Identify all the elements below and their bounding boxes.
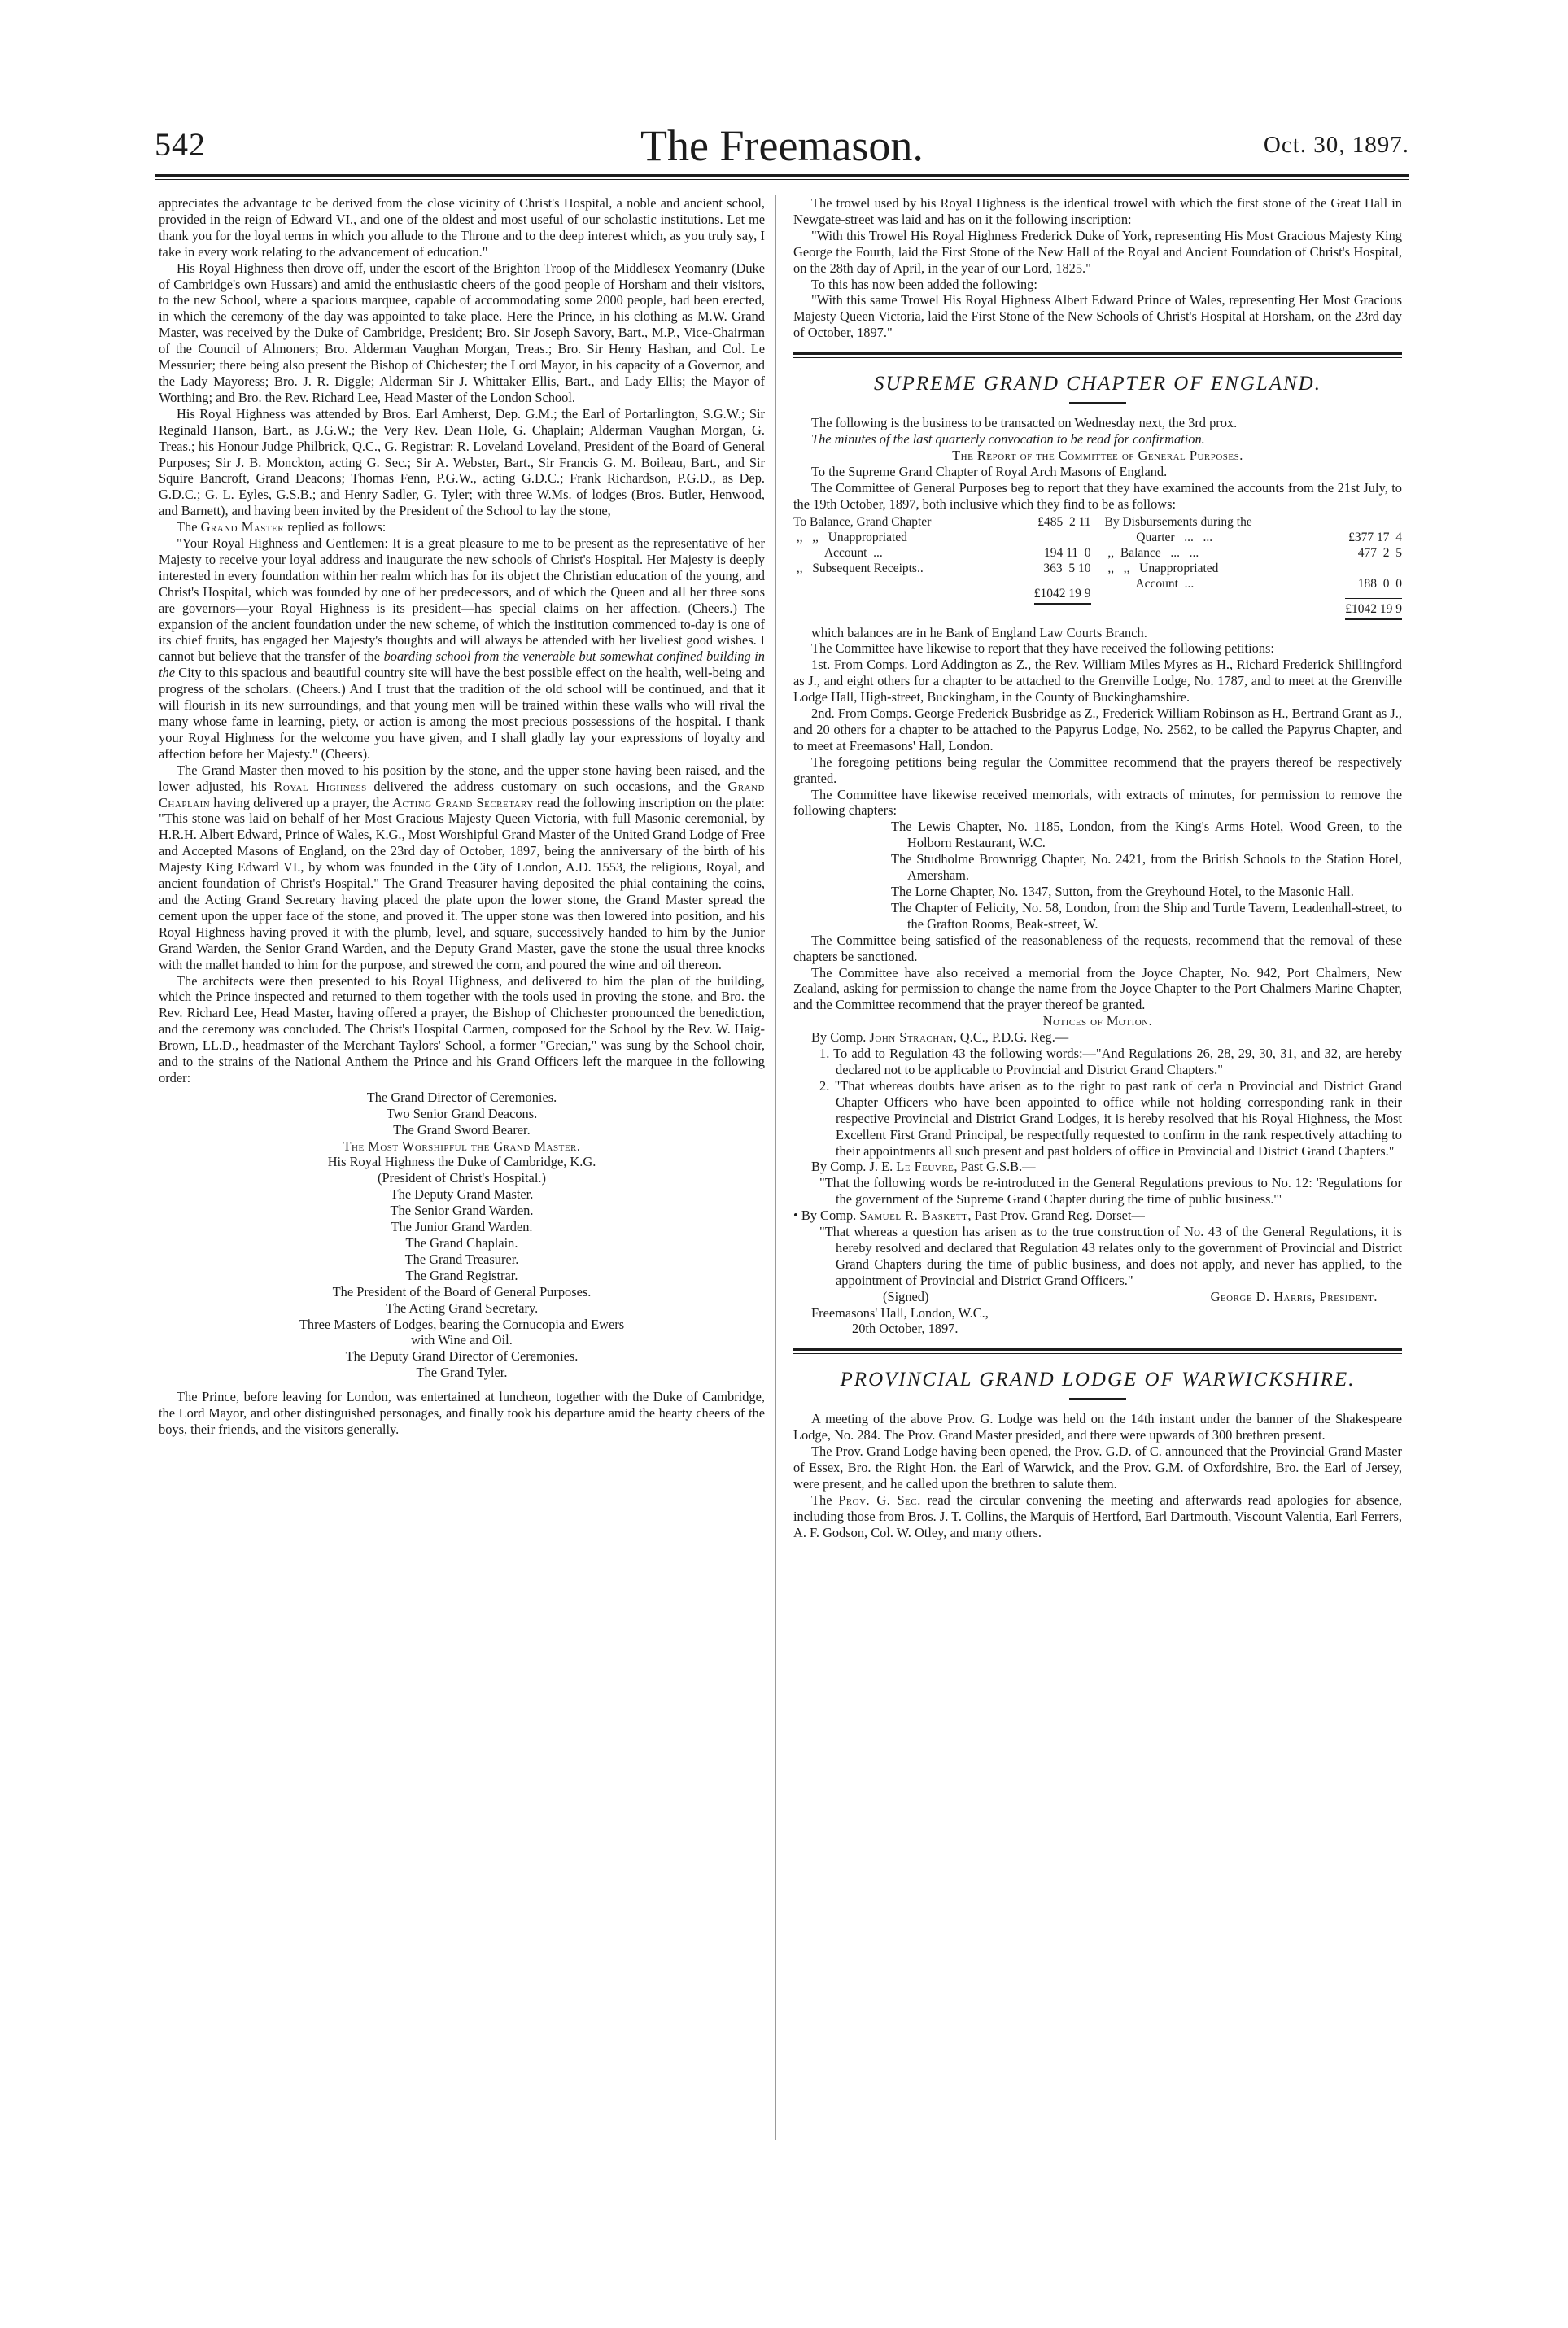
accounts-label: ,, ,, Unappropriated [1104,561,1219,575]
motion-text: 2. "That whereas doubts have arisen as to the right to past rank of cer'a n Provincial and District Grand Chapter Officers who have been appointed to office while not holding corresponding rank in their respective Provincial and District Grand Lodges, it is hereby resolved that his Royal Highness, the Most Excellent First Grand Principal, be respectfully requested to confirm in the rank respectively attaching to their appointments all such present and past holders of office in Provincial and District Grand Chapters." [819,1077,1402,1159]
accounts-disbursements [1098,514,1403,620]
address-line: Freemasons' Hall, London, W.C., [811,1304,989,1321]
article-paragraph: The Committee being satisfied of the reasonableness of the requests, recommend that the removal of these chapters be sanctioned. [793,932,1402,964]
section-heading-block [793,1348,1402,1400]
accounts-receipts [793,514,1098,620]
procession-item: The Grand Registrar. [405,1267,518,1283]
small-caps-run: Samuel R. Baskett [859,1208,968,1224]
article-paragraph [793,1492,1402,1541]
procession-item: The Acting Grand Secretary. [385,1299,539,1316]
section-heading: SUPREME GRAND CHAPTER OF ENGLAND. [874,373,1321,395]
article-paragraph [159,519,765,535]
text-run: , Past G.S.B.— [954,1159,1036,1175]
newspaper-title: The Freemason. [640,121,924,170]
accounts-row [793,561,1091,576]
accounts-row [1105,545,1403,561]
accounts-row [1105,561,1403,576]
heading-rule-thin [793,1353,1402,1354]
signatory-name: George D. Harris, President. [1210,1288,1378,1304]
chapter-item: The Lorne Chapter, No. 1347, Sutton, from the Greyhound Hotel, to the Masonic Hall. [891,884,1354,899]
motion-text: 1. To add to Regulation 43 the following words:—"And Regulations 26, 28, 29, 30, 31, and 32, are hereby declared not to be applicable to Provincial and District Grand Chapters." [819,1046,1402,1077]
accounts-amount: £485 2 11 [1037,514,1091,529]
motion-text: "That the following words be re-introduced in the General Regulations previous to No. 12: 'Regulations for the government of the Supreme Grand Chapter during the time of public business.'" [819,1175,1402,1208]
article-paragraph: The Committee have likewise to report that they have received the following petitions: [811,640,1274,657]
text-run: By Comp. J. E. [811,1159,897,1175]
accounts-label: ,, Balance ... ... [1104,545,1199,560]
accounts-label: Account ... [793,545,883,560]
accounts-label: Account ... [1104,576,1195,591]
motion-mover [793,1159,1402,1175]
text-run: having delivered up a prayer, the [210,794,393,810]
article-paragraph: His Royal Highness then drove off, under the escort of the Brighton Troop of the Middlesex Yeomanry (Duke of Cambridge's own Hussars) and amid the enthusiastic cheers of the good people of Horsham and their visitors, to the new School, where a spacious marquee, capable of accommodating some 2000 people, had been erected, in which the ceremony of the day was appointed to take place. Here the Prince, in his clothing as M.W. Grand Master, was received by the Duke of Cambridge, President; Bro. Sir Joseph Savory, Bart., M.P., Vice-Chairman of the Council of Almoners; Bro. Alderman Vaughan Morgan, Treas.; Bro. Sir Henry Hashan, and Col. Le Messurier; there being also present the Bishop of Chichester; the Lord Mayor, in his capacity of a Governor, and the Lady Mayoress; Bro. J. R. Diggle; Alderman Sir J. Whittaker Ellis, Bart., and Lady Ellis; the Mayor of Worthing; and Bro. the Rev. Richard Lee, Head Master of the London School. [159,260,765,405]
article-paragraph: The Committee have also received a memorial from the Joyce Chapter, No. 942, Port Chalmers, New Zealand, asking for permission to change the name from the Joyce Chapter to the Port Chalmers Marine Chapter, and the Committee recommend that the prayer thereof be granted. [793,964,1402,1013]
heading-underline [1069,402,1126,404]
inscription-quote: "With this same Trowel His Royal Highness Albert Edward Prince of Wales, representing Her Most Gracious Majesty Queen Victoria, laid the First Stone of the New Schools of Christ's Hospital at Horsham, on the 23rd day of October, 1897." [793,292,1402,341]
issue-date: Oct. 30, 1897. [1263,132,1409,158]
article-paragraph: The architects were then presented to his Royal Highness, and delivered to him the plan of the building, which the Prince inspected and returned to them together with the tools used in proving the stone, and Bro. the Rev. Richard Lee, Head Master, having offered a prayer, the Bishop of Chichester pronounced the benediction, and the ceremony was concluded. The Christ's Hospital Carmen, composed for the School by the Rev. W. Haig-Brown, LL.D., headmaster of the Merchant Taylors' School, a former "Grecian," was sung by the School choir, and to the strains of the National Anthem the Prince and his Grand Officers left the marquee in the following order: [159,972,765,1085]
procession-item: The Junior Grand Warden. [391,1219,533,1235]
small-caps-run: Grand Chaplain [159,778,765,810]
text-run: , Past Prov. Grand Reg. Dorset— [967,1208,1145,1224]
accounts-label: By Disbursements during the [1104,514,1252,529]
heading-rule-thin [793,357,1402,358]
procession-item: The Grand Tyler. [416,1365,508,1381]
procession-item: The Deputy Grand Director of Ceremonies. [345,1348,579,1365]
procession-item: Three Masters of Lodges, bearing the Cornucopia and Ewers [299,1316,625,1332]
masthead [155,120,1409,174]
right-column [793,195,1402,2148]
inscription-quote: "With this Trowel His Royal Highness Frederick Duke of York, representing His Most Gracious Majesty King George the Fourth, laid the First Stone of the New Hall of the Royal and Ancient Foundation of Christ's Hospital, on the 28th day of April, in the year of our Lord, 1825." [793,227,1402,276]
article-paragraph: 2nd. From Comps. George Frederick Busbridge as Z., Frederick William Robinson as H., Bertrand Grant as J., and 20 others for a chapter to be attached to the Papyrus Lodge, No. 2562, to be called the Papyrus Chapter, and to meet at Freemasons' Hall, London. [793,705,1402,753]
article-paragraph: The Committee have likewise received memorials, with extracts of minutes, for permission to remove the following chapters: [793,786,1402,819]
speech-paragraph [159,535,765,762]
signed-label: (Signed) [883,1288,929,1304]
article-paragraph: which balances are in he Bank of England Law Courts Branch. [811,624,1147,640]
procession-item: with Wine and Oil. [411,1332,513,1348]
text-run: read the following inscription on the plate: "This stone was laid on behalf of her Most Gracious Majesty Queen Victoria, with full Masonic ceremonial, by H.R.H. Albert Edward, Prince of Wales, K.G., Most Worshipful Grand Master of the United Grand Lodge of Free and Accepted Masons of England, on the 23rd day of October, 1897, being the anniversary of the birth of his Majesty King Edward VI., by whom was founded in the City of London, A.D. 1553, the religious, Royal, and ancient foundation of Christ's Hospital." The Grand Treasurer having deposited the phial containing the coins, and the Acting Grand Secretary having placed the plate upon the lower stone, the Grand Master spread the cement upon the upper face of the stone, and proved it. The upper stone was then lowered into position, and his Royal Highness having proved it with the plumb, level, and square, successively handed to him by the Junior Grand Warden, the Senior Grand Warden, and the Deputy Grand Master, gave the stone the usual three knocks with the mallet handed to him for the purpose, and strewed the corn, and poured the wine and oil thereon. [159,794,765,972]
accounts-row [1105,514,1403,530]
section-heading: PROVINCIAL GRAND LODGE OF WARWICKSHIRE. [840,1369,1356,1391]
small-caps-run: Acting Grand Secretary [392,794,534,810]
accounts-amount: 477 2 5 [1357,545,1402,560]
accounts-label: To Balance, Grand Chapter [793,514,932,529]
procession-item: The President of the Board of General Purposes. [332,1283,592,1299]
small-caps-run: Grand Master [200,519,285,535]
article-paragraph: appreciates the advantage tc be derived from the close vicinity of Christ's Hospital, a noble and ancient school, provided in the reign of Edward VI., and one of the oldest and most useful of our scholastic institutions. Let me thank you for the loyal terms in which you allude to the Throne and to the deep interest which, as you truly say, I take in every work relating to the advancement of education." [159,195,765,260]
accounts-label: ,, Subsequent Receipts.. [793,561,924,575]
accounts-row [1105,530,1403,545]
article-paragraph: The Committee of General Purposes beg to report that they have examined the accounts from the 21st July, to the 19th October, 1897, both inclusive which they find to be as follows: [793,479,1402,512]
procession-item: The Grand Director of Ceremonies. [366,1089,557,1105]
procession-list [159,1090,765,1381]
procession-item: (President of Christ's Hospital.) [378,1170,546,1186]
procession-item: The Grand Treasurer. [404,1251,519,1267]
heading-rule [793,352,1402,355]
report-heading: The Report of the Committee of General Purposes. [952,447,1243,463]
accounts-row [793,530,1091,545]
small-caps-run: Le Feuvre [896,1159,954,1175]
accounts-total-row [1105,598,1403,620]
article-paragraph: The Prince, before leaving for London, was entertained at luncheon, together with the Duke of Cambridge, the Lord Mayor, and other distinguished personages, and finally took his departure amid the hearty cheers of the boys, their friends, and the visitors generally. [159,1389,765,1437]
article-paragraph: To the Supreme Grand Chapter of Royal Arch Masons of England. [811,463,1168,479]
section-heading-block [793,352,1402,404]
accounts-row [1105,576,1403,592]
procession-item: The Most Worshipful the Grand Master. [343,1138,581,1154]
motion-text: "That whereas a question has arisen as to the true construction of No. 43 of the General Regulations, it is hereby resolved and declared that Regulation 43 relates only to the government of Provincial and District Grand Chapters during the time of public business, and does not apply, and never has applied, to the appointment of Provincial and District Grand Officers." [819,1224,1402,1288]
accounts-total: £1042 19 9 [1034,583,1091,605]
procession-item: The Deputy Grand Master. [390,1186,534,1203]
procession-item: The Senior Grand Warden. [390,1203,534,1219]
text-run: The Grand Master then moved to his position by the stone, and the upper stone having been raised, and the lower adjusted, his [159,762,765,794]
procession-item: His Royal Highness the Duke of Cambridge, K.G. [327,1154,596,1170]
article-paragraph: His Royal Highness was attended by Bros. Earl Amherst, Dep. G.M.; the Earl of Portarlington, S.G.W.; Sir Reginald Hanson, Bart., as J.G.W.; the Very Rev. Dean Hole, G. Chaplain; Alderman Vaughan Morgan, G. Treas.; his Honour Judge Philbrick, Q.C., G. Registrar: R. Loveland Loveland, President of the Board of General Purposes; Sir J. B. Monckton, acting G. Sec.; Sir A. Webster, Bart., Sir Francis G. M. Boileau, Bart., and Sir Squire Bancroft, Grand Deacons; Thomas Fenn, P.G.W., acting G.D.C.; Frank Richardson, P.G.D., as Dep. G.D.C.; G. L. Eyles, G.S.B.; and Henry Sadler, G. Tyler; with three W.Ms. of lodges (Bros. Butler, Henwood, and Barnett), and having been invited by the President of the School to lay the stone, [159,405,765,519]
text-run: By Comp. [811,1029,870,1046]
notices-heading: Notices of Motion. [1042,1013,1153,1029]
article-paragraph [159,762,765,973]
masthead-rule-thin [155,179,1409,180]
article-paragraph: The trowel used by his Royal Highness is the identical trowel with which the first stone of the Great Hall in Newgate-street was laid and has on it the following inscription: [793,195,1402,227]
text-run: The [811,1492,839,1508]
italic-run: boarding school from the venerable but somewhat confined building in the [159,649,765,681]
small-caps-run: Prov. G. Sec. [838,1492,921,1508]
heading-underline [1069,1398,1126,1400]
address-date: 20th October, 1897. [852,1321,959,1337]
text-run: "Your Royal Highness and Gentlemen: It is a great pleasure to me to be present as the representative of her Majesty to receive your loyal address and inaugurate the new schools of Christ's Hospital. Her Majesty is deeply interested in every foundation within her realm which has for its object the Christian education of the young, and Christ's Hospital, which was founded by one of her predecessors, and of which the Queen and all her three sons are governors—your Royal Highness is its president—has special claims on her affection. (Cheers.) The expansion of the ancient foundation under the new scheme, of which the institution commenced to-day is one of its chief fruits, has engaged her Majesty's thoughts and will always be attended with her liveliest good wishes. I cannot but believe that the transfer of the [159,535,765,665]
chapter-item: The Studholme Brownrigg Chapter, No. 2421, from the British Schools to the Station Hotel, Amersham. [891,851,1402,884]
accounts-total-row [793,583,1091,605]
article-paragraph: The foregoing petitions being regular the Committee recommend that the prayers thereof be respectively granted. [793,753,1402,786]
signature-line [793,1289,1402,1305]
text-run: read the circular convening the meeting and afterwards read apologies for absence, including those from Bros. J. T. Collins, the Marquis of Hertford, Earl Dartmouth, Viscount Valentia, Earl Ferrers, A. F. Godson, Col. W. Otley, and many others. [793,1492,1402,1540]
text-run: City to this spacious and beautiful country site will have the best possible effect on the health, well-being and progress of the scholars. (Cheers.) And I trust that the tradition of the old school will be continued, and that it will flourish in its new surroundings, and that young men will be trained within these walls who will rival the many whose fame in learning, piety, or action is among the most precious possessions of the hospital. I thank your Royal Highness for the welcome you have given, and I shall gladly lay your expressions of loyalty and affection before her Majesty." (Cheers). [159,665,765,762]
accounts-amount: £377 17 4 [1348,530,1402,544]
accounts-label: ,, ,, Unappropriated [793,530,907,544]
article-paragraph: A meeting of the above Prov. G. Lodge was held on the 14th instant under the banner of the Shakespeare Lodge, No. 284. The Prov. Grand Master presided, and there were upwards of 300 brethren present. [793,1411,1402,1444]
article-paragraph: To this has now been added the following: [811,276,1037,292]
procession-item: The Grand Chaplain. [405,1235,518,1251]
small-caps-run: John Strachan [869,1029,954,1046]
accounts-amount: 188 0 0 [1357,576,1402,591]
article-paragraph: 1st. From Comps. Lord Addington as Z., the Rev. William Miles Myres as H., Richard Frederick Shillingford as J., and eight others for a chapter to be attached to the Grenville Lodge, No. 1787, and to meet at the Grenville Lodge Hall, High-street, Buckingham, in the County of Buckinghamshire. [793,657,1402,705]
procession-item: The Grand Sword Bearer. [393,1121,531,1138]
motion-mover [793,1029,1402,1046]
article-paragraph: The minutes of the last quarterly convocation to be read for confirmation. [811,430,1205,447]
text-run: , Q.C., P.D.G. Reg.— [953,1029,1069,1046]
article-paragraph: The following is the business to be transacted on Wednesday next, the 3rd prox. [811,415,1238,431]
accounts-total: £1042 19 9 [1345,598,1402,620]
small-caps-run: Royal Highness [273,778,367,794]
procession-item: Two Senior Grand Deacons. [386,1105,538,1121]
text-run: delivered the address customary on such occasions, and the [366,778,728,794]
accounts-label: Quarter ... ... [1104,530,1213,544]
text-run: The [177,519,201,535]
chapter-item: The Chapter of Felicity, No. 58, London, from the Ship and Turtle Tavern, Leadenhall-street, to the Grafton Rooms, Beak-street, W. [891,899,1402,932]
heading-rule [793,1348,1402,1351]
accounts-row [793,545,1091,561]
accounts-amount: 363 5 10 [1043,561,1091,575]
accounts-table [793,514,1402,620]
article-paragraph: The Prov. Grand Lodge having been opened, the Prov. G.D. of C. announced that the Provincial Grand Master of Essex, Bro. the Right Hon. the Earl of Warwick, and the Prov. G.M. of Oxfordshire, Bro. the Earl of Jersey, were present, and he called upon the brethren to salute them. [793,1444,1402,1492]
chapter-item: The Lewis Chapter, No. 1185, London, from the King's Arms Hotel, Wood Green, to the Holborn Restaurant, W.C. [891,819,1402,851]
masthead-rule [155,174,1409,177]
accounts-row [793,514,1091,530]
column-divider [775,195,776,2140]
accounts-amount: 194 11 0 [1043,545,1091,560]
text-run: • By Comp. [793,1208,860,1224]
page-number: 542 [155,126,206,163]
text-run: replied as follows: [284,519,387,535]
left-column [159,195,765,2148]
motion-mover [793,1208,1402,1224]
